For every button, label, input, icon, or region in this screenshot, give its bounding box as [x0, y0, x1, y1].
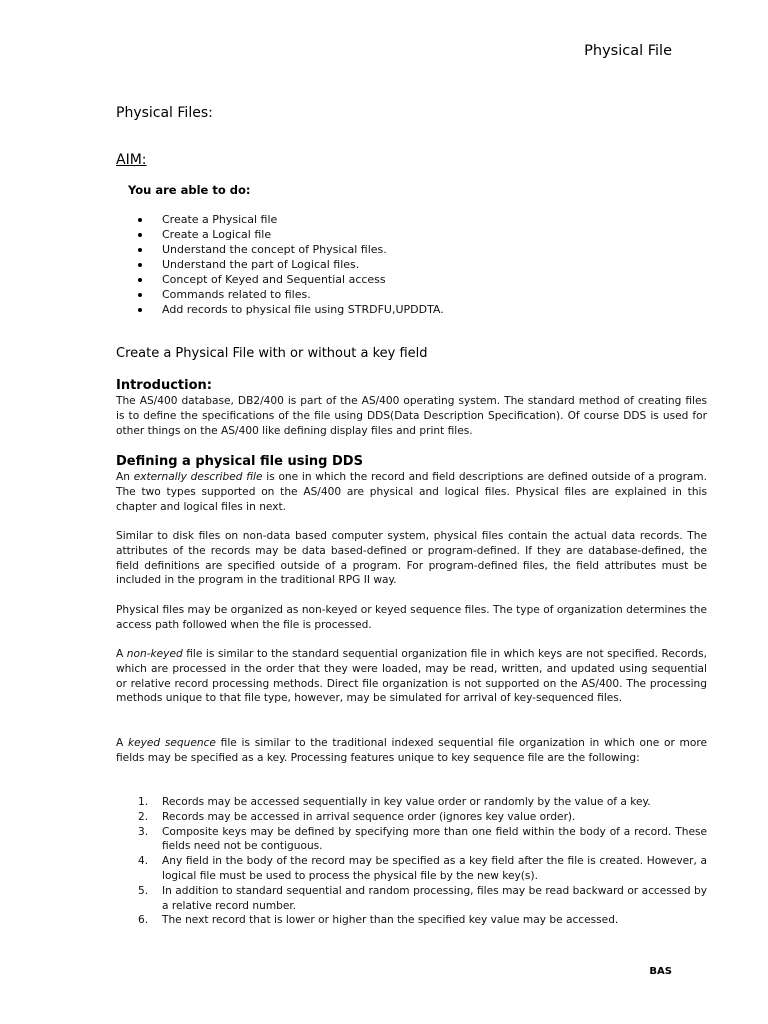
- list-item: Create a Physical file: [134, 212, 444, 227]
- external-file-paragraph: An externally described file is one in which the record and field descriptions are defined outside of a program. The two types supported on the AS/400 are physical and logical files. Physical files are explained in this chapter and logical files in next.: [116, 471, 707, 513]
- keyed-sequence-paragraph: A keyed sequence file is similar to the traditional indexed sequential file organization in which one or more fields may be specified as a key. Processing features unique to key sequence file are the following:: [116, 737, 707, 764]
- non-keyed-paragraph: A non-keyed file is similar to the standard sequential organization file in which keys are not specified. Records, which are processed in the order that they were loaded, may be read, written, and updated using sequential or relative record processing methods. Direct file organization is not supported on the AS/400. The processing methods unique to that file type, however, may be simulated for arrival of key-sequenced files.: [116, 648, 708, 705]
- list-item: Create a Logical file: [134, 227, 444, 242]
- aim-list: [134, 212, 444, 317]
- aim-subheading: You are able to do:: [128, 183, 251, 197]
- bullet-icon: [138, 248, 142, 252]
- keyed-sequence-term: keyed sequence: [127, 737, 216, 749]
- bullet-icon: [138, 233, 142, 237]
- list-item: Concept of Keyed and Sequential access: [134, 272, 444, 287]
- list-item: 6. The next record that is lower or higher than the specified key value may be accessed.: [138, 914, 619, 927]
- organization-paragraph: Physical files may be organized as non-keyed or keyed sequence files. The type of organization determines the access path followed when the file is processed.: [116, 604, 707, 631]
- list-item: 4. Any field in the body of the record may be specified as a key field after the file is created. However, a logical file must be used to process the physical file by the new key(s).: [138, 855, 707, 882]
- list-item: Commands related to files.: [134, 287, 444, 302]
- bullet-icon: [138, 308, 142, 312]
- bullet-icon: [138, 218, 142, 222]
- page-footer: BAS: [649, 966, 672, 977]
- section-title: Physical Files:: [116, 105, 213, 121]
- external-file-term: externally described file: [133, 471, 263, 483]
- list-item: 1. Records may be accessed sequentially in key value order or randomly by the value of a key.: [138, 796, 651, 808]
- intro-heading: Introduction:: [116, 378, 212, 393]
- page-header-title: Physical File: [584, 43, 672, 59]
- list-item: Add records to physical file using STRDFU,UPDDTA.: [134, 302, 444, 317]
- dds-heading: Defining a physical file using DDS: [116, 454, 363, 469]
- bullet-icon: [138, 293, 142, 297]
- list-item: 5. In addition to standard sequential and random processing, files may be read backward or accessed by a relative record number.: [138, 884, 707, 912]
- list-item: Understand the concept of Physical files.: [134, 242, 444, 257]
- features-list: [134, 795, 707, 928]
- similar-paragraph: Similar to disk files on non-data based computer system, physical files contain the actual data records. The attributes of the records may be data based-defined or program-defined. If they are database-defined, the field definitions are specified outside of a program. For program-defined files, the field attributes must be included in the program in the traditional RPG II way.: [116, 530, 707, 587]
- intro-paragraph: The AS/400 database, DB2/400 is part of the AS/400 operating system. The standard method of creating files is to define the specifications of the file using DDS(Data Description Specification). Of course DDS is used for other things on the AS/400 like defining display files and print files.: [116, 395, 707, 437]
- list-item: Understand the part of Logical files.: [134, 257, 444, 272]
- bullet-icon: [138, 278, 142, 282]
- list-item: 2. Records may be accessed in arrival sequence order (ignores key value order).: [138, 810, 576, 823]
- create-heading: Create a Physical File with or without a key field: [116, 346, 428, 361]
- bullet-icon: [138, 263, 142, 267]
- aim-heading: AIM:: [116, 152, 147, 168]
- list-item: 3. Composite keys may be defined by specifying more than one field within the body of a record. These fields need not be contiguous.: [138, 825, 707, 853]
- non-keyed-term: non-keyed: [126, 648, 183, 660]
